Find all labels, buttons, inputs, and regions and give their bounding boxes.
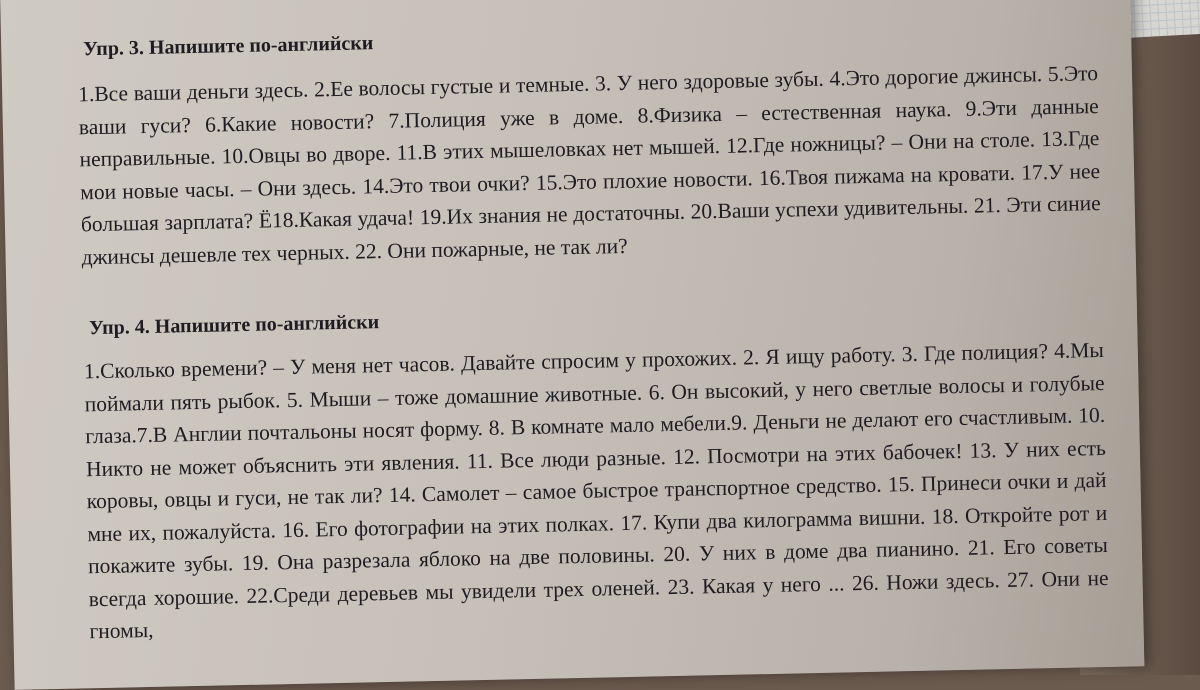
exercise-3-heading: Упр. 3. Напишите по-английски — [83, 32, 374, 61]
page-content — [77, 15, 1110, 675]
exercise-3-text: 1.Все ваши деньги здесь. 2.Ее волосы густые и темные. 3. У него здоровые зубы. 4.Это дорогие джинсы. 5.Это ваши гуси? 6.Какие новости? 7.Полиция уже в доме. 8.Физика – естественная наука. 9.Эти данные неправильные. 10.Овцы во дворе. 11.В этих мышеловках нет мышей. 12.Где ножницы? – Они на столе. 13.Где мои новые часы. – Они здесь. 14.Это твои очки? 15.Это плохие новости. 16.Твоя пижама на кровати. 17.У нее большая зарплата? Ё18.Какая удача! 19.Их знания не достаточны. 20.Ваши успехи удивительны. 21. Эти синие джинсы дешевле тех черных. 22. Они пожарные, не так ли? — [77, 61, 1101, 269]
exercise-4-text: 1.Сколько времени? – У меня нет часов. Давайте спросим у прохожих. 2. Я ищу работу. 3. Где полиция? 4.Мы поймали пять рыбок. 5. Мыши – тоже домашние животные. 6. Он высокий, у него светлые волосы и голубые глаза.7.В Англии почтальоны носят форму. 8. В комнате мало мебели.9. Деньги не делают его счастливым. 10. Никто не может объяснить эти явления. 11. Все люди разные. 12. Посмотри на этих бабочек! 13. У них есть коровы, овцы и гуси, не так ли? 14. Самолет – самое быстрое транспортное средство. 15. Принеси очки и дай мне их, пожалуйста. 16. Его фотографии на этих полках. 17. Купи два килограмма вишни. 18. Откройте рот и покажите зубы. 19. Она разрезала яблоко на две половины. 20. У них в доме два пианино. 21. Его советы всегда хорошие. 22.Среди деревьев мы увидели трех оленей. 23. Какая у него ... 26. Ножи здесь. 27. Они не гномы, — [83, 337, 1109, 644]
exercise-4-heading: Упр. 4. Напишите по-английски — [88, 311, 380, 340]
